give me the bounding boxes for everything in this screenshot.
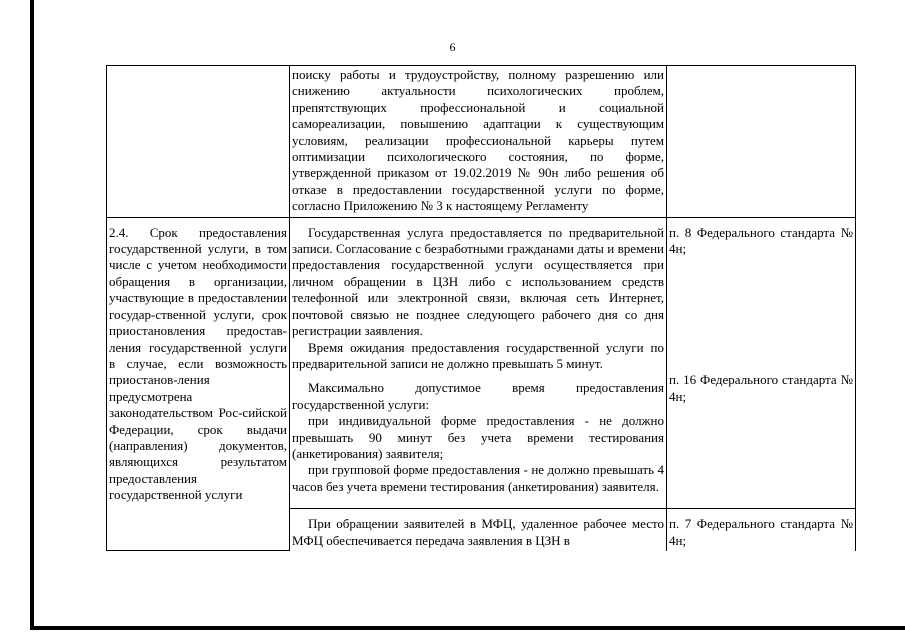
table-cell	[290, 66, 667, 218]
paragraph: Максимально допустимое время предоставления государственной услуги:	[292, 380, 664, 412]
paragraph: Время ожидания предоставления государственной услуги по предварительной записи не должно превышать 5 минут.	[292, 339, 664, 371]
table-cell-section-title	[107, 217, 290, 551]
table-row	[107, 217, 856, 509]
page-frame-left-edge	[30, 0, 34, 630]
page-frame-bottom-edge	[30, 626, 905, 630]
table-cell	[667, 217, 856, 509]
reference-text: п. 16 Федерального стандарта № 4н;	[669, 372, 853, 404]
table-cell	[290, 217, 667, 509]
table-cell	[667, 509, 856, 551]
table-cell	[290, 509, 667, 551]
reference-text: п. 7 Федерального стандарта № 4н;	[669, 516, 853, 548]
paragraph: при индивидуальной форме предоставления - не должно превышать 90 минут без учета времени тестирования (анкетирования) заявителя;	[292, 413, 664, 461]
paragraph: Государственная услуга предоставляется по предварительной записи. Согласование с безработными гражданами даты и времени предоставления государственной услуги осуществляется при личном обращении в ЦЗН либо с использованием средств телефонной или электронной связи, включая сеть Интернет, почтовой связью не позднее следующего рабочего дня со дня регистрации заявления.	[292, 224, 664, 339]
section-title-text: 2.4. Срок предоставления государственной услуги, в том числе с учетом необходимости обращения в организации, участвующие в предоставлении государ-ственной услуги, срок приостановления предостав-ления государственной услуги в случае, если возможность приостанов-ления предусмотрена законодательством Рос-сийской Федерации, срок выдачи (направления) документов, являющихся результатом предоставления государственной услуги	[109, 224, 287, 503]
paragraph: При обращении заявителей в МФЦ, удаленное рабочее место МФЦ обеспечивается передача заявления в ЦЗН в	[292, 516, 664, 548]
table-row	[107, 66, 856, 218]
paragraph: при групповой форме предоставления - не должно превышать 4 часов без учета времени тестирования (анкетирования) заявителя.	[292, 462, 664, 494]
table-cell-empty	[667, 66, 856, 218]
page-number: 6	[449, 40, 456, 54]
regulation-table	[106, 65, 856, 551]
reference-text: п. 8 Федерального стандарта № 4н;	[669, 224, 853, 257]
cell-text: поиску работы и трудоустройству, полному разрешению или снижению актуальности психологических проблем, препятствующих профессиональной и социальной самореализации, повышению адаптации к существующим условиям, реализации профессиональной карьеры путем оптимизации психологического состояния, по форме, утвержденной приказом от 19.02.2019 № 90н либо решения об отказе в предоставлении государственной услуги по форме, согласно Приложению № 3 к настоящему Регламенту	[292, 67, 664, 214]
table-cell-empty	[107, 66, 290, 218]
